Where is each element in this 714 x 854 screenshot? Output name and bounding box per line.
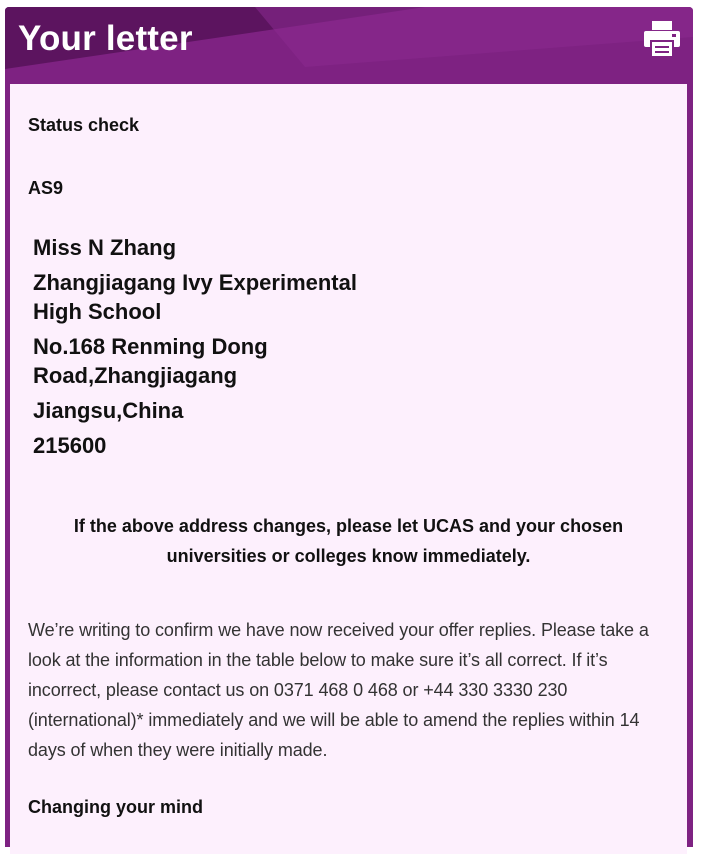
printer-icon — [643, 20, 681, 58]
status-check-label: Status check — [28, 115, 140, 135]
address-line: 215600 — [33, 433, 107, 458]
letter-header — [5, 7, 693, 84]
page-title: Your letter — [18, 19, 193, 58]
address-line: No.168 Renming Dong Road,Zhangjiagang — [33, 334, 268, 388]
address-line: Zhangjiagang Ivy Experimental High School — [33, 270, 357, 324]
print-button[interactable] — [643, 20, 681, 58]
address-change-notice: If the above address changes, please let UCAS and your chosen universities or colleges know immediately. — [73, 516, 624, 566]
reference-code: AS9 — [28, 178, 64, 198]
address-line: Miss N Zhang — [33, 235, 177, 260]
address-line: Jiangsu,China — [33, 398, 184, 423]
section-heading: Changing your mind — [28, 797, 203, 817]
confirmation-paragraph: We’re writing to confirm we have now received your offer replies. Please take a look at the information in the table below to make sure it’s all correct. If it’s incorrect, please contact us on 0371 468 0 468 or +44 330 3330 230 (international)* immediately and we will be able to amend the replies within 14 days of when they were initially made. — [28, 620, 649, 760]
letter-content — [10, 84, 687, 854]
letter-frame — [5, 7, 693, 847]
recipient-address — [33, 233, 363, 466]
